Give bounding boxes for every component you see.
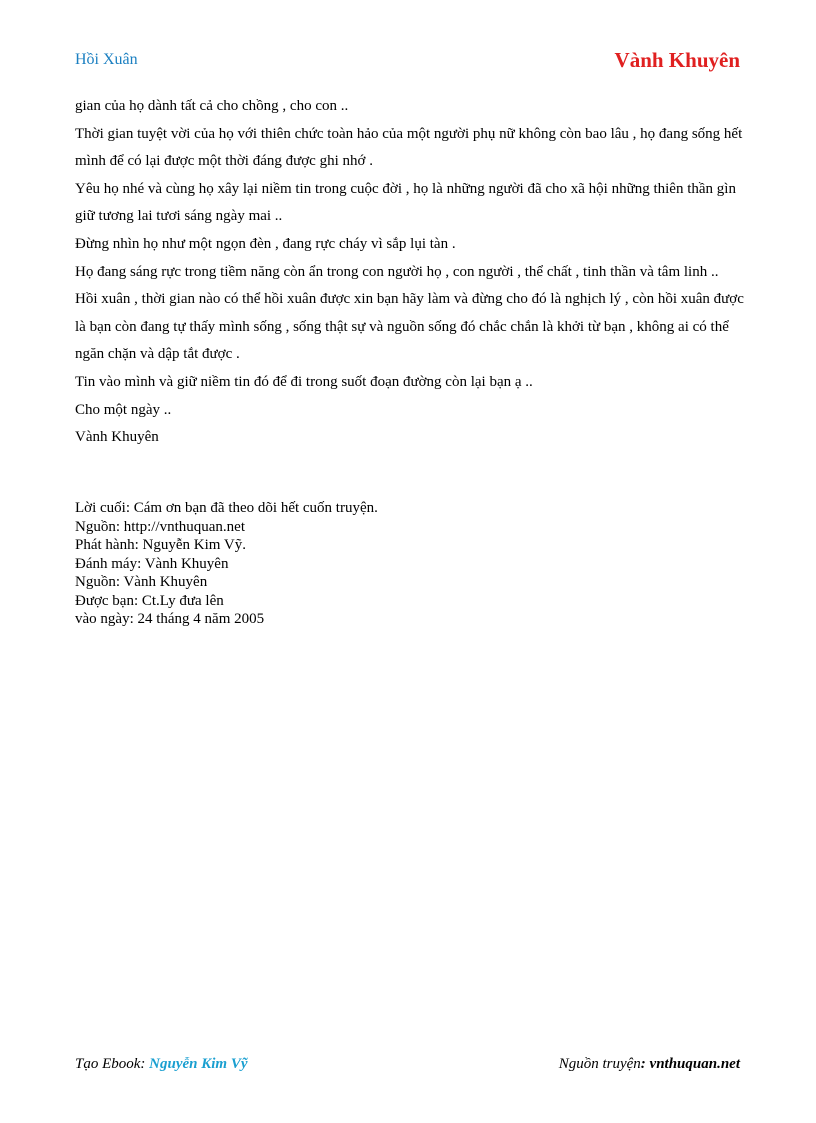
paragraph: gian của họ dành tất cả cho chồng , cho con .. — [75, 98, 349, 114]
credit-line-source: Nguồn: http://vnthuquan.net — [75, 518, 245, 535]
credit-line-closing: Lời cuối: Cám ơn bạn đã theo dõi hết cuốn truyện. — [75, 500, 378, 516]
paragraph: Yêu họ nhé và cùng họ xây lại niềm tin trong cuộc đời , họ là những người đã cho xã hội những thiên thần gìn giữ tương lai tươi sáng ngày mai .. — [75, 180, 736, 225]
ebook-creator-link[interactable]: Nguyễn Kim Vỹ — [149, 1056, 248, 1072]
footer-source — [559, 1056, 740, 1073]
signature: Vành Khuyên — [75, 429, 159, 446]
paragraph: Họ đang sáng rực trong tiềm năng còn ẩn trong con người họ , con người , thể chất , tinh thần và tâm linh .. — [75, 263, 719, 280]
story-body — [75, 93, 745, 452]
book-title: Hồi Xuân — [75, 51, 138, 68]
paragraph: Đừng nhìn họ như một ngọn đèn , đang rực cháy vì sắp lụi tàn . — [75, 235, 456, 252]
source-label: Nguồn truyện — [558, 1056, 641, 1072]
credit-line-date: vào ngày: 24 tháng 4 năm 2005 — [75, 611, 265, 627]
paragraph: Tin vào mình và giữ niềm tin đó để đi trong suốt đoạn đường còn lại bạn ạ .. — [75, 373, 533, 390]
ebook-separator: : — [140, 1056, 150, 1072]
author-name: Vành Khuyên — [614, 48, 740, 72]
credits-block — [75, 499, 378, 629]
credit-line-source-author: Nguồn: Vành Khuyên — [75, 574, 208, 590]
footer-ebook — [75, 1056, 248, 1073]
ebook-label: Tạo Ebook — [75, 1056, 141, 1072]
paragraph: Cho một ngày .. — [75, 401, 172, 418]
paragraph: Thời gian tuyệt vời của họ với thiên chức toàn hảo của một người phụ nữ không còn bao lâu , họ đang sống hết mình để có lại được một thời đáng được ghi nhớ . — [75, 125, 743, 170]
credit-line-publisher: Phát hành: Nguyễn Kim Vỹ. — [75, 537, 246, 553]
source-separator: : — [640, 1056, 650, 1072]
credit-line-typist: Đánh máy: Vành Khuyên — [75, 555, 229, 572]
source-site-link[interactable]: vnthuquan.net — [649, 1056, 740, 1072]
credit-line-uploader: Được bạn: Ct.Ly đưa lên — [75, 592, 224, 609]
paragraph: Hồi xuân , thời gian nào có thể hồi xuân được xin bạn hãy làm và đừng cho đó là nghịch lý , còn hồi xuân được là bạn còn đang tự thấy mình sống , sống thật sự và nguồn sống đó chắc chắn là khởi từ bạn , không ai có thể ngăn chặn và dập tắt được . — [75, 291, 744, 363]
